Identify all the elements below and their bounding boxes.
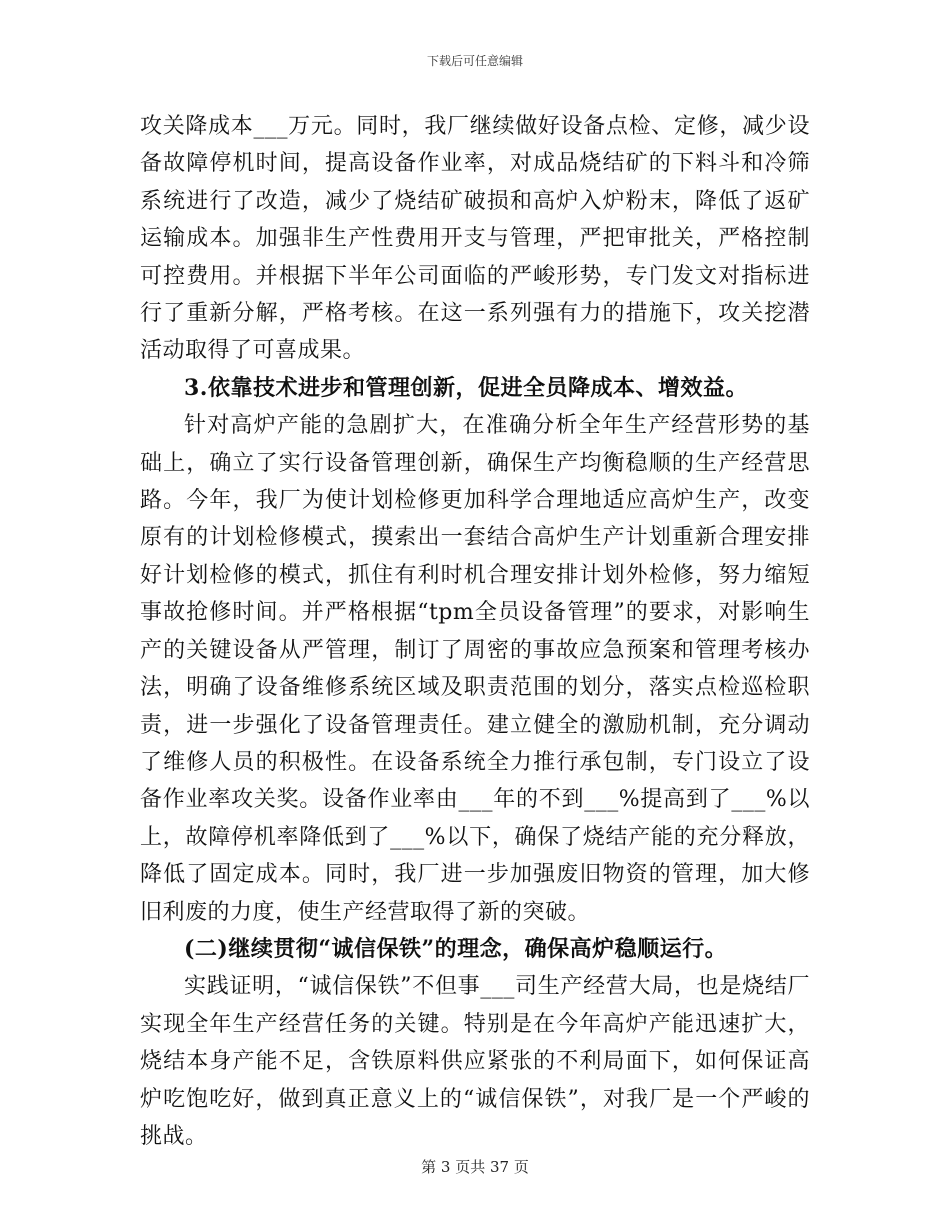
page-number: 第 3 页共 37 页 [421, 1158, 529, 1176]
section-heading-technology: 3.依靠技术进步和管理创新，促进全员降成本、增效益。 [184, 374, 748, 401]
page-header: 下载后可任意编辑 [426, 54, 523, 68]
paragraph-equipment-management: 针对高炉产能的急剧扩大，在准确分析全年生产经营形势的基础上，确立了实行设备管理创新，确保生产均衡稳顺的生产经营思路。今年，我厂为使计划检修更加科学合理地适应高炉生产，改变原有的计划检修模式，摸索出一套结合高炉生产计划重新合理安排好计划检修的模式，抓住有利时机合理安排计划外检修，努力缩短事故抢修时间。并严格根据“tpm全员设备管理”的要求，对影响生产的关键设备从严管理，制订了周密的事故应急预案和管理考核办法，明确了设备维修系统区域及职责范围的划分，落实点检巡检职责，进一步强化了设备管理责任。建立健全的激励机制，充分调动了维修人员的积极性。在设备系统全力推行承包制，专门设立了设备作业率攻关奖。设备作业率由___年的不到___%提高到了___%以上，故障停机率降低到了___%以下，确保了烧结产能的充分释放，降低了固定成本。同时，我厂进一步加强废旧物资的管理，加大修旧利废的力度，使生产经营取得了新的突破。 [140, 413, 811, 925]
paragraph-integrity: 实践证明，“诚信保铁”不但事___司生产经营大局，也是烧结厂实现全年生产经营任务的关键。特别是在今年高炉产能迅速扩大，烧结本身产能不足，含铁原料供应紧张的不利局面下，如何保证高炉吃饱吃好，做到真正意义上的“诚信保铁”，对我厂是一个严峻的挑战。 [140, 974, 810, 1149]
paragraph-cost-reduction: 攻关降成本___万元。同时，我厂继续做好设备点检、定修，减少设备故障停机时间，提高设备作业率，对成品烧结矿的下料斗和冷筛系统进行了改造，减少了烧结矿破损和高炉入炉粉末，降低了返矿运输成本。加强非生产性费用开支与管理，严把审批关，严格控制可控费用。并根据下半年公司面临的严峻形势，专门发文对指标进行了重新分解，严格考核。在这一系列强有力的措施下，攻关挖潜活动取得了可喜成果。 [140, 114, 810, 364]
section-heading-integrity: (二)继续贯彻“诚信保铁”的理念，确保高炉稳顺运行。 [184, 935, 728, 962]
document-body [140, 108, 810, 1155]
